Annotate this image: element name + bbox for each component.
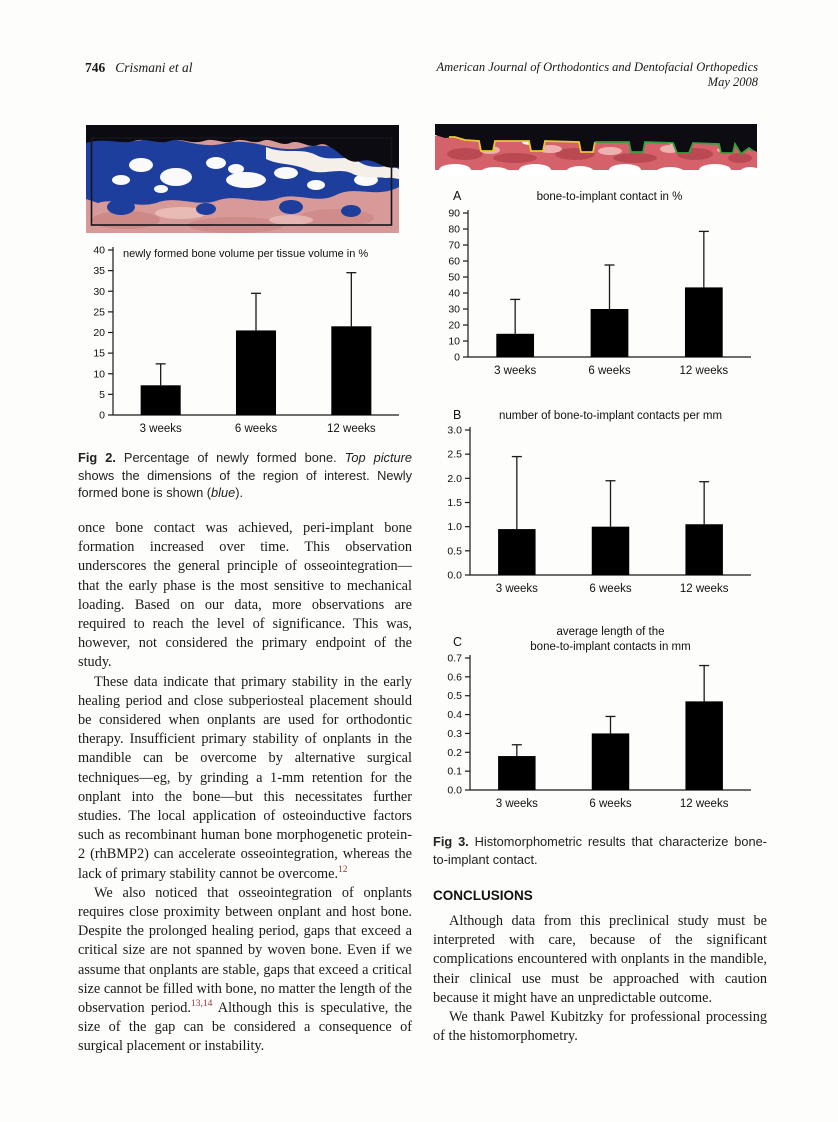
svg-text:5: 5 (99, 388, 105, 401)
svg-text:50: 50 (448, 271, 460, 284)
svg-text:10: 10 (93, 368, 105, 381)
text-segment: blue (211, 485, 236, 500)
svg-text:10: 10 (448, 335, 460, 348)
svg-text:0.6: 0.6 (447, 671, 462, 684)
running-authors: Crismani et al (115, 60, 193, 75)
text-segment: These data indicate that primary stability in the early healing period and close subperiosteal placement should be considered when onplants are used for orthodontic therapy. Insufficient primary stability of onplants in the mandible can be overcome by alternative surgical techniques—eg, by grinding a 1-mm retention for the onplant into the bone—but this necessitates further studies. The local application of osteoinductive factors such as recombinant human bone morphogenetic protein-2 (rhBMP2) can accelerate osseointegration, whereas the lack of primary stability cannot be overcome. (78, 673, 412, 882)
svg-text:0.0: 0.0 (447, 784, 462, 797)
svg-text:0.3: 0.3 (447, 727, 462, 740)
fig2-histology-image (86, 125, 399, 233)
svg-text:1.5: 1.5 (447, 497, 462, 509)
text-segment: Percentage of newly formed bone. (115, 450, 345, 465)
svg-text:2.0: 2.0 (447, 472, 462, 485)
svg-text:C: C (453, 635, 463, 649)
svg-text:0: 0 (454, 351, 460, 364)
text-segment: Fig 2. (78, 450, 116, 465)
svg-text:3 weeks: 3 weeks (495, 583, 538, 595)
text-segment: once bone contact was achieved, peri-implant bone formation increased over time. This observation underscores the general principle of osseointegration—that the early phase is the most sensitive to mechanical loading. Based on our data, more observations are required to reach the level of significance. This was, however, not considered the primary endpoint of the study. (78, 520, 412, 671)
svg-text:0.5: 0.5 (447, 690, 462, 703)
svg-text:3 weeks: 3 weeks (495, 798, 538, 810)
text-segment: Although this is speculative, the size of the gap can be considered a consequence of surgical placement or instability. (78, 1000, 413, 1055)
fig3-chart-a (433, 183, 760, 395)
svg-text:average length of the: average length of the (556, 626, 665, 638)
header-right (437, 60, 759, 90)
conclusions-heading: CONCLUSIONS (433, 888, 533, 903)
text-segment: Top picture (344, 450, 413, 465)
svg-text:bone-to-implant contact in %: bone-to-implant contact in % (536, 191, 683, 203)
paragraph (433, 912, 767, 1008)
bar-12-weeks (331, 326, 371, 415)
text-segment: ). (235, 485, 244, 500)
svg-text:B: B (453, 408, 462, 422)
svg-text:30: 30 (93, 285, 105, 298)
fig3-caption (433, 833, 767, 868)
body-text-left-column (78, 519, 412, 1057)
conclusions-text (433, 912, 767, 1046)
svg-text:20: 20 (448, 319, 460, 332)
svg-text:1.0: 1.0 (447, 521, 462, 534)
svg-text:0: 0 (99, 409, 105, 422)
svg-text:80: 80 (448, 223, 460, 236)
svg-text:40: 40 (93, 244, 105, 257)
bar-3-weeks (498, 756, 535, 790)
paragraph (78, 673, 412, 884)
svg-text:70: 70 (448, 239, 460, 252)
svg-text:0.0: 0.0 (447, 569, 462, 582)
svg-text:3.0: 3.0 (447, 424, 462, 437)
svg-text:12 weeks: 12 weeks (679, 365, 729, 377)
svg-text:A: A (453, 189, 462, 203)
svg-text:0.1: 0.1 (447, 765, 462, 778)
svg-text:30: 30 (448, 303, 460, 316)
text-segment: shows the dimensions of the region of interest. Newly formed bone is shown ( (78, 467, 412, 500)
svg-text:60: 60 (448, 255, 460, 268)
svg-text:bone-to-implant contacts in mm: bone-to-implant contacts in mm (530, 641, 691, 653)
bar-12-weeks (685, 524, 722, 575)
svg-text:6 weeks: 6 weeks (588, 365, 631, 377)
bar-6-weeks (591, 309, 629, 357)
paragraph (78, 884, 412, 1057)
fig3-chart-c (433, 619, 760, 833)
svg-text:2.5: 2.5 (447, 448, 462, 461)
header-left (85, 60, 193, 76)
bar-12-weeks (685, 701, 722, 790)
svg-text:number of bone-to-implant cont: number of bone-to-implant contacts per mm (498, 410, 723, 422)
svg-text:0.7: 0.7 (447, 652, 462, 665)
journal-issue: May 2008 (707, 75, 758, 89)
text-segment: Although data from this preclinical study must be interpreted with care, because of the significant complications encountered with onplants in the mandible, their clinical use must be approached with caution because it might have an unpredictable outcome. (433, 913, 767, 1006)
svg-text:25: 25 (93, 306, 105, 319)
citation-reference: 13,14 (190, 999, 213, 1010)
svg-text:20: 20 (93, 327, 105, 339)
bar-6-weeks (236, 330, 276, 415)
fig3-histology-image (435, 124, 757, 176)
svg-text:6 weeks: 6 weeks (589, 798, 632, 810)
bar-6-weeks (592, 733, 629, 790)
svg-text:90: 90 (448, 207, 460, 220)
bar-3-weeks (141, 385, 181, 415)
fig2-bar-chart (83, 238, 405, 442)
bar-3-weeks (498, 529, 535, 575)
paragraph (78, 519, 412, 673)
svg-text:0.5: 0.5 (447, 545, 462, 558)
text-segment: We thank Pawel Kubitzky for professional processing of the histomorphometry. (433, 1009, 767, 1045)
svg-text:3 weeks: 3 weeks (494, 365, 537, 377)
fig2-histology-svg (86, 125, 399, 233)
svg-text:6 weeks: 6 weeks (234, 423, 278, 435)
journal-title: American Journal of Orthodontics and Dentofacial Orthopedics (436, 60, 758, 74)
paragraph (433, 1008, 767, 1046)
bar-3-weeks (496, 334, 534, 357)
svg-text:35: 35 (93, 265, 105, 278)
text-segment: We also noticed that osseointegration of onplants requires close proximity between onplant and host bone. Despite the prolonged healing period, gaps that exceed a critical size are not spanned by woven bone. Even if we assume that onplants are stable, gaps that exceed a critical size cannot be filled with bone, no matter the length of the observation period. (78, 884, 412, 1017)
fig2-caption (78, 449, 412, 502)
svg-text:0.4: 0.4 (447, 709, 462, 722)
bar-12-weeks (685, 287, 723, 357)
text-segment: Histomorphometric results that characterize bone-to-implant contact. (433, 834, 768, 867)
fig3-histology-svg (435, 124, 757, 176)
citation-reference: 12 (338, 864, 348, 875)
svg-text:3 weeks: 3 weeks (139, 423, 182, 435)
fig3-chart-b (433, 401, 760, 615)
svg-text:newly formed bone volume per t: newly formed bone volume per tissue volume in % (123, 248, 369, 260)
text-segment: Fig 3. (433, 834, 469, 849)
svg-text:15: 15 (93, 347, 105, 360)
svg-text:0.2: 0.2 (447, 746, 462, 759)
svg-text:12 weeks: 12 weeks (679, 798, 729, 810)
page-number: 746 (85, 60, 106, 75)
svg-text:40: 40 (448, 287, 460, 300)
svg-text:6 weeks: 6 weeks (589, 583, 632, 595)
svg-text:12 weeks: 12 weeks (679, 583, 729, 595)
svg-text:12 weeks: 12 weeks (327, 423, 376, 435)
bar-6-weeks (592, 527, 629, 575)
